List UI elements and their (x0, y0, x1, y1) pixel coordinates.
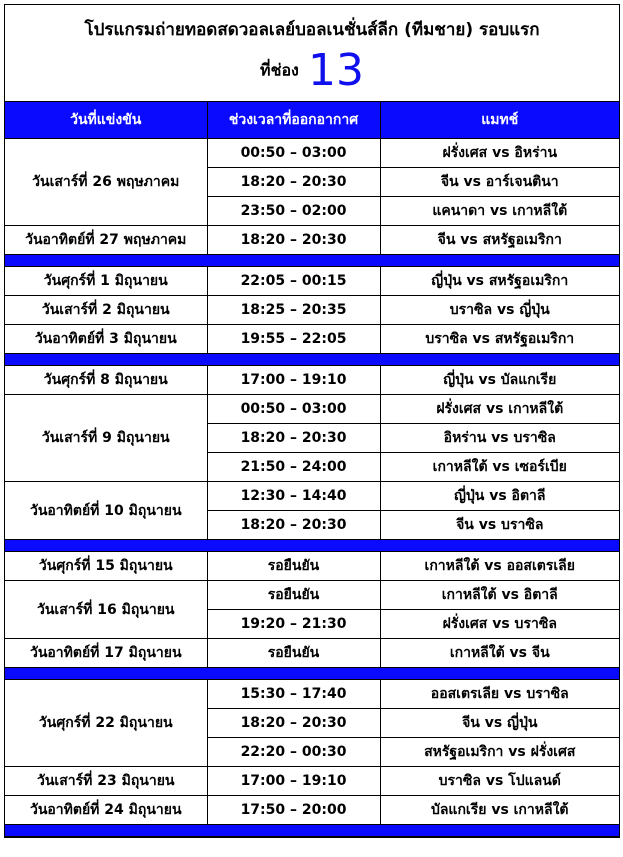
table-row (5, 639, 619, 668)
page-title: โปรแกรมถ่ายทอดสดวอลเลย์บอลเนชั่นส์ลีก (ทีมชาย) รอบแรก (84, 20, 540, 40)
table-row (5, 552, 619, 581)
match-teams: บราซิล vs สหรัฐอเมริกา (380, 325, 619, 354)
match-teams: อิหร่าน vs บราซิล (380, 424, 619, 453)
week-separator (5, 354, 619, 366)
table-row (5, 296, 619, 325)
match-teams: ฝรั่งเศส vs อิหร่าน (380, 139, 619, 168)
broadcast-time: 12:30 – 14:40 (207, 482, 380, 511)
match-date: วันอาทิตย์ที่ 10 มิถุนายน (5, 482, 207, 540)
broadcast-time: 17:00 – 19:10 (207, 366, 380, 395)
broadcast-time: 18:20 – 20:30 (207, 226, 380, 255)
title-box (5, 5, 619, 102)
match-teams: จีน vs ญี่ปุ่น (380, 709, 619, 738)
match-date: วันศุกร์ที่ 8 มิถุนายน (5, 366, 207, 395)
match-teams: เกาหลีใต้ vs ออสเตรเลีย (380, 552, 619, 581)
match-date: วันอาทิตย์ที่ 17 มิถุนายน (5, 639, 207, 668)
broadcast-time: 18:20 – 20:30 (207, 709, 380, 738)
header-row (5, 102, 619, 139)
match-teams: บัลแกเรีย vs เกาหลีใต้ (380, 796, 619, 825)
channel-number: 13 (307, 44, 364, 96)
match-teams: บราซิล vs โปแลนด์ (380, 767, 619, 796)
schedule-sheet (4, 4, 620, 838)
match-teams: เกาหลีใต้ vs เซอร์เบีย (380, 453, 619, 482)
broadcast-time: รอยืนยัน (207, 552, 380, 581)
broadcast-time: 23:50 – 02:00 (207, 197, 380, 226)
week-separator-bar (5, 668, 619, 680)
week-separator-bar (5, 825, 619, 837)
broadcast-time: รอยืนยัน (207, 639, 380, 668)
match-date: วันอาทิตย์ที่ 24 มิถุนายน (5, 796, 207, 825)
broadcast-time: 18:25 – 20:35 (207, 296, 380, 325)
broadcast-time: 18:20 – 20:30 (207, 424, 380, 453)
header-match: แมทช์ (380, 102, 619, 139)
broadcast-time: รอยืนยัน (207, 581, 380, 610)
match-teams: ญี่ปุ่น vs บัลแกเรีย (380, 366, 619, 395)
broadcast-time: 15:30 – 17:40 (207, 680, 380, 709)
channel-label: ที่ช่อง (260, 60, 299, 80)
match-date: วันศุกร์ที่ 22 มิถุนายน (5, 680, 207, 767)
match-date: วันอาทิตย์ที่ 27 พฤษภาคม (5, 226, 207, 255)
match-date: วันเสาร์ที่ 9 มิถุนายน (5, 395, 207, 482)
match-date: วันศุกร์ที่ 15 มิถุนายน (5, 552, 207, 581)
table-row (5, 395, 619, 424)
channel-line (5, 44, 619, 96)
match-teams: สหรัฐอเมริกา vs ฝรั่งเศส (380, 738, 619, 767)
match-teams: ฝรั่งเศส vs บราซิล (380, 610, 619, 639)
match-date: วันเสาร์ที่ 2 มิถุนายน (5, 296, 207, 325)
week-separator (5, 825, 619, 837)
broadcast-time: 00:50 – 03:00 (207, 139, 380, 168)
table-row (5, 680, 619, 709)
match-date: วันอาทิตย์ที่ 3 มิถุนายน (5, 325, 207, 354)
schedule-table (5, 102, 619, 837)
match-teams: เกาหลีใต้ vs อิตาลี (380, 581, 619, 610)
table-row (5, 226, 619, 255)
match-date: วันเสาร์ที่ 26 พฤษภาคม (5, 139, 207, 226)
match-teams: จีน vs อาร์เจนตินา (380, 168, 619, 197)
week-separator-bar (5, 354, 619, 366)
header-date: วันที่แข่งขัน (5, 102, 207, 139)
broadcast-time: 22:05 – 00:15 (207, 267, 380, 296)
match-teams: แคนาดา vs เกาหลีใต้ (380, 197, 619, 226)
schedule-body (5, 139, 619, 837)
broadcast-time: 22:20 – 00:30 (207, 738, 380, 767)
match-teams: บราซิล vs ญี่ปุ่น (380, 296, 619, 325)
match-teams: จีน vs สหรัฐอเมริกา (380, 226, 619, 255)
table-row (5, 139, 619, 168)
table-row (5, 267, 619, 296)
week-separator-bar (5, 255, 619, 267)
table-row (5, 325, 619, 354)
match-teams: จีน vs บราซิล (380, 511, 619, 540)
table-row (5, 796, 619, 825)
broadcast-time: 18:20 – 20:30 (207, 511, 380, 540)
broadcast-time: 17:00 – 19:10 (207, 767, 380, 796)
table-row (5, 767, 619, 796)
match-teams: ญี่ปุ่น vs สหรัฐอเมริกา (380, 267, 619, 296)
week-separator (5, 255, 619, 267)
match-teams: ฝรั่งเศส vs เกาหลีใต้ (380, 395, 619, 424)
match-date: วันเสาร์ที่ 16 มิถุนายน (5, 581, 207, 639)
match-teams: ญี่ปุ่น vs อิตาลี (380, 482, 619, 511)
broadcast-time: 00:50 – 03:00 (207, 395, 380, 424)
header-time: ช่วงเวลาที่ออกอากาศ (207, 102, 380, 139)
match-date: วันศุกร์ที่ 1 มิถุนายน (5, 267, 207, 296)
week-separator (5, 540, 619, 552)
table-row (5, 482, 619, 511)
broadcast-time: 21:50 – 24:00 (207, 453, 380, 482)
broadcast-time: 19:55 – 22:05 (207, 325, 380, 354)
match-teams: ออสเตรเลีย vs บราซิล (380, 680, 619, 709)
table-row (5, 581, 619, 610)
broadcast-time: 17:50 – 20:00 (207, 796, 380, 825)
match-date: วันเสาร์ที่ 23 มิถุนายน (5, 767, 207, 796)
broadcast-time: 18:20 – 20:30 (207, 168, 380, 197)
week-separator-bar (5, 540, 619, 552)
broadcast-time: 19:20 – 21:30 (207, 610, 380, 639)
table-row (5, 366, 619, 395)
week-separator (5, 668, 619, 680)
match-teams: เกาหลีใต้ vs จีน (380, 639, 619, 668)
